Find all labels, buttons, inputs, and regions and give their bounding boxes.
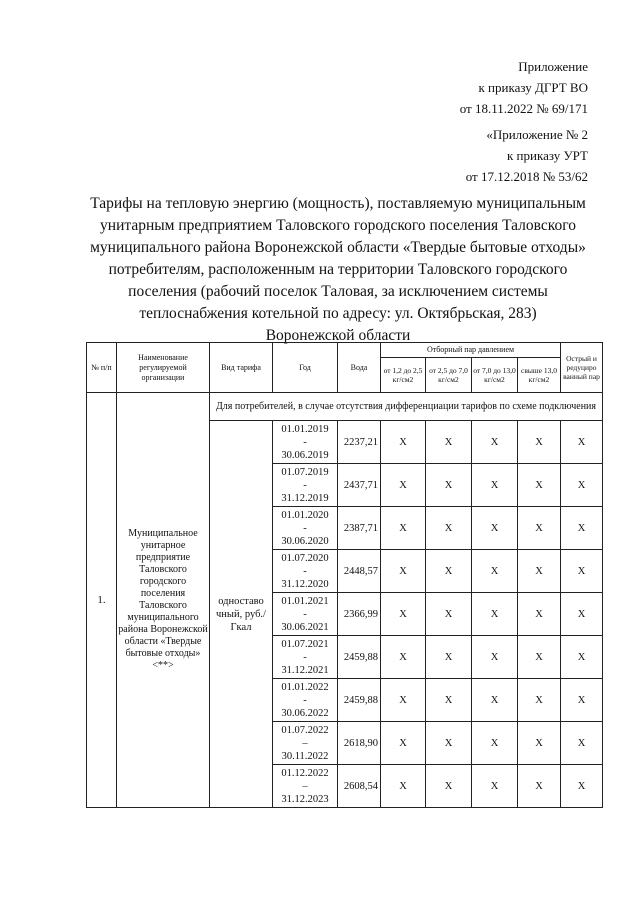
period-cell	[273, 421, 338, 464]
header-water: Вода	[338, 343, 381, 393]
header-year: Год	[273, 343, 338, 393]
period-to: 31.12.2021	[281, 664, 329, 676]
period-cell	[273, 464, 338, 507]
subheader-consumers: Для потребителей, в случае отсутствия дифференциации тарифов по схеме подключения	[210, 393, 603, 421]
steam-cell: X	[426, 636, 472, 679]
sharp-steam-cell: X	[561, 593, 603, 636]
title-line: Воронежской области	[265, 327, 411, 344]
water-tariff: 2387,71	[338, 507, 381, 550]
appendix-header	[460, 56, 588, 119]
sharp-steam-cell: X	[561, 550, 603, 593]
steam-cell: X	[426, 722, 472, 765]
header-org: Наименование регулируемой организации	[117, 343, 210, 393]
water-tariff: 2448,57	[338, 550, 381, 593]
period-from: 01.01.2019	[281, 423, 329, 435]
steam-cell: X	[518, 507, 561, 550]
title-line: Тарифы на тепловую энергию (мощность), поставляемую муниципальным	[90, 195, 586, 212]
title-line: муниципального района Воронежской области «Твердые бытовые отходы»	[90, 239, 586, 256]
title-line: поселения (рабочий поселок Таловая, за исключением системы	[128, 283, 548, 300]
period-cell	[273, 550, 338, 593]
period-sep: -	[303, 608, 307, 620]
period-sep: -	[303, 522, 307, 534]
period-to: 31.12.2019	[281, 492, 329, 504]
steam-cell: X	[426, 464, 472, 507]
period-cell	[273, 679, 338, 722]
steam-cell: X	[381, 722, 426, 765]
steam-cell: X	[426, 507, 472, 550]
period-sep: -	[303, 694, 307, 706]
title-line: потребителям, расположенным на территории Таловского городского	[108, 261, 568, 278]
period-cell	[273, 765, 338, 808]
document-title	[60, 193, 616, 347]
steam-cell: X	[518, 421, 561, 464]
period-from: 01.07.2019	[281, 466, 329, 478]
tariff-table	[86, 342, 603, 808]
steam-cell: X	[426, 550, 472, 593]
steam-cell: X	[381, 636, 426, 679]
period-cell	[273, 636, 338, 679]
steam-cell: X	[381, 765, 426, 808]
row-number: 1.	[87, 393, 117, 808]
appendix-line: к приказу ДГРТ ВО	[478, 80, 588, 95]
steam-cell: X	[472, 550, 518, 593]
period-to: 30.06.2019	[281, 449, 329, 461]
period-sep: -	[303, 651, 307, 663]
sharp-steam-cell: X	[561, 722, 603, 765]
steam-cell: X	[472, 765, 518, 808]
steam-cell: X	[381, 464, 426, 507]
period-sep: –	[302, 737, 308, 749]
sharp-steam-cell: X	[561, 507, 603, 550]
header-steam-4: свыше 13,0 кг/см2	[518, 358, 561, 393]
steam-cell: X	[426, 765, 472, 808]
header-steam-2: от 2,5 до 7,0 кг/см2	[426, 358, 472, 393]
steam-cell: X	[381, 421, 426, 464]
sharp-steam-cell: X	[561, 464, 603, 507]
title-line: унитарным предприятием Таловского городского поселения Таловского	[100, 217, 576, 234]
steam-cell: X	[426, 593, 472, 636]
organization-name: Муниципальное унитарное предприятие Таловского городского поселения Таловского муниципального района Воронежской области «Твердые бытовые отходы» <**>	[117, 393, 210, 808]
tariff-type: одноставо чный, руб./Гкал	[210, 421, 273, 808]
period-sep: -	[303, 436, 307, 448]
water-tariff: 2366,99	[338, 593, 381, 636]
title-line: теплоснабжения котельной по адресу: ул. Октябрьская, 283)	[139, 305, 537, 322]
period-to: 30.11.2022	[281, 750, 329, 762]
appendix2-line: к приказу УРТ	[506, 148, 588, 163]
header-steam-group: Отборный пар давлением	[381, 343, 561, 358]
header-steam-3: от 7,0 до 13,0 кг/см2	[472, 358, 518, 393]
appendix2-line: от 17.12.2018 № 53/62	[465, 169, 588, 184]
steam-cell: X	[518, 722, 561, 765]
period-to: 30.06.2021	[281, 621, 329, 633]
period-to: 30.06.2022	[281, 707, 329, 719]
steam-cell: X	[518, 593, 561, 636]
period-sep: –	[302, 780, 308, 792]
period-to: 31.12.2023	[281, 793, 329, 805]
steam-cell: X	[381, 550, 426, 593]
steam-cell: X	[472, 593, 518, 636]
steam-cell: X	[472, 464, 518, 507]
period-cell	[273, 722, 338, 765]
period-from: 01.07.2022	[281, 724, 329, 736]
water-tariff: 2437,71	[338, 464, 381, 507]
period-sep: -	[303, 479, 307, 491]
water-tariff: 2237,21	[338, 421, 381, 464]
appendix-line: от 18.11.2022 № 69/171	[459, 101, 588, 116]
water-tariff: 2459,88	[338, 636, 381, 679]
water-tariff: 2608,54	[338, 765, 381, 808]
appendix2-line: «Приложение № 2	[486, 127, 588, 142]
period-from: 01.01.2020	[281, 509, 329, 521]
appendix-line: Приложение	[518, 59, 588, 74]
period-from: 01.07.2021	[281, 638, 329, 650]
period-cell	[273, 507, 338, 550]
period-to: 31.12.2020	[281, 578, 329, 590]
period-sep: -	[303, 565, 307, 577]
period-to: 30.06.2020	[281, 535, 329, 547]
period-from: 01.01.2021	[281, 595, 329, 607]
sharp-steam-cell: X	[561, 421, 603, 464]
steam-cell: X	[426, 679, 472, 722]
sharp-steam-cell: X	[561, 679, 603, 722]
steam-cell: X	[472, 636, 518, 679]
header-sharp-steam: Острый и редуциро ванный пар	[561, 343, 603, 393]
header-num: № п/п	[87, 343, 117, 393]
steam-cell: X	[381, 507, 426, 550]
steam-cell: X	[381, 679, 426, 722]
steam-cell: X	[518, 464, 561, 507]
water-tariff: 2459,88	[338, 679, 381, 722]
sharp-steam-cell: X	[561, 636, 603, 679]
sharp-steam-cell: X	[561, 765, 603, 808]
period-cell	[273, 593, 338, 636]
steam-cell: X	[518, 636, 561, 679]
steam-cell: X	[472, 507, 518, 550]
steam-cell: X	[518, 679, 561, 722]
steam-cell: X	[518, 765, 561, 808]
steam-cell: X	[381, 593, 426, 636]
period-from: 01.07.2020	[281, 552, 329, 564]
water-tariff: 2618,90	[338, 722, 381, 765]
period-from: 01.01.2022	[281, 681, 329, 693]
header-steam-1: от 1,2 до 2,5 кг/см2	[381, 358, 426, 393]
period-from: 01.12.2022	[281, 767, 329, 779]
steam-cell: X	[472, 722, 518, 765]
steam-cell: X	[472, 679, 518, 722]
steam-cell: X	[426, 421, 472, 464]
appendix2-header	[466, 124, 588, 187]
header-type: Вид тарифа	[210, 343, 273, 393]
steam-cell: X	[472, 421, 518, 464]
steam-cell: X	[518, 550, 561, 593]
